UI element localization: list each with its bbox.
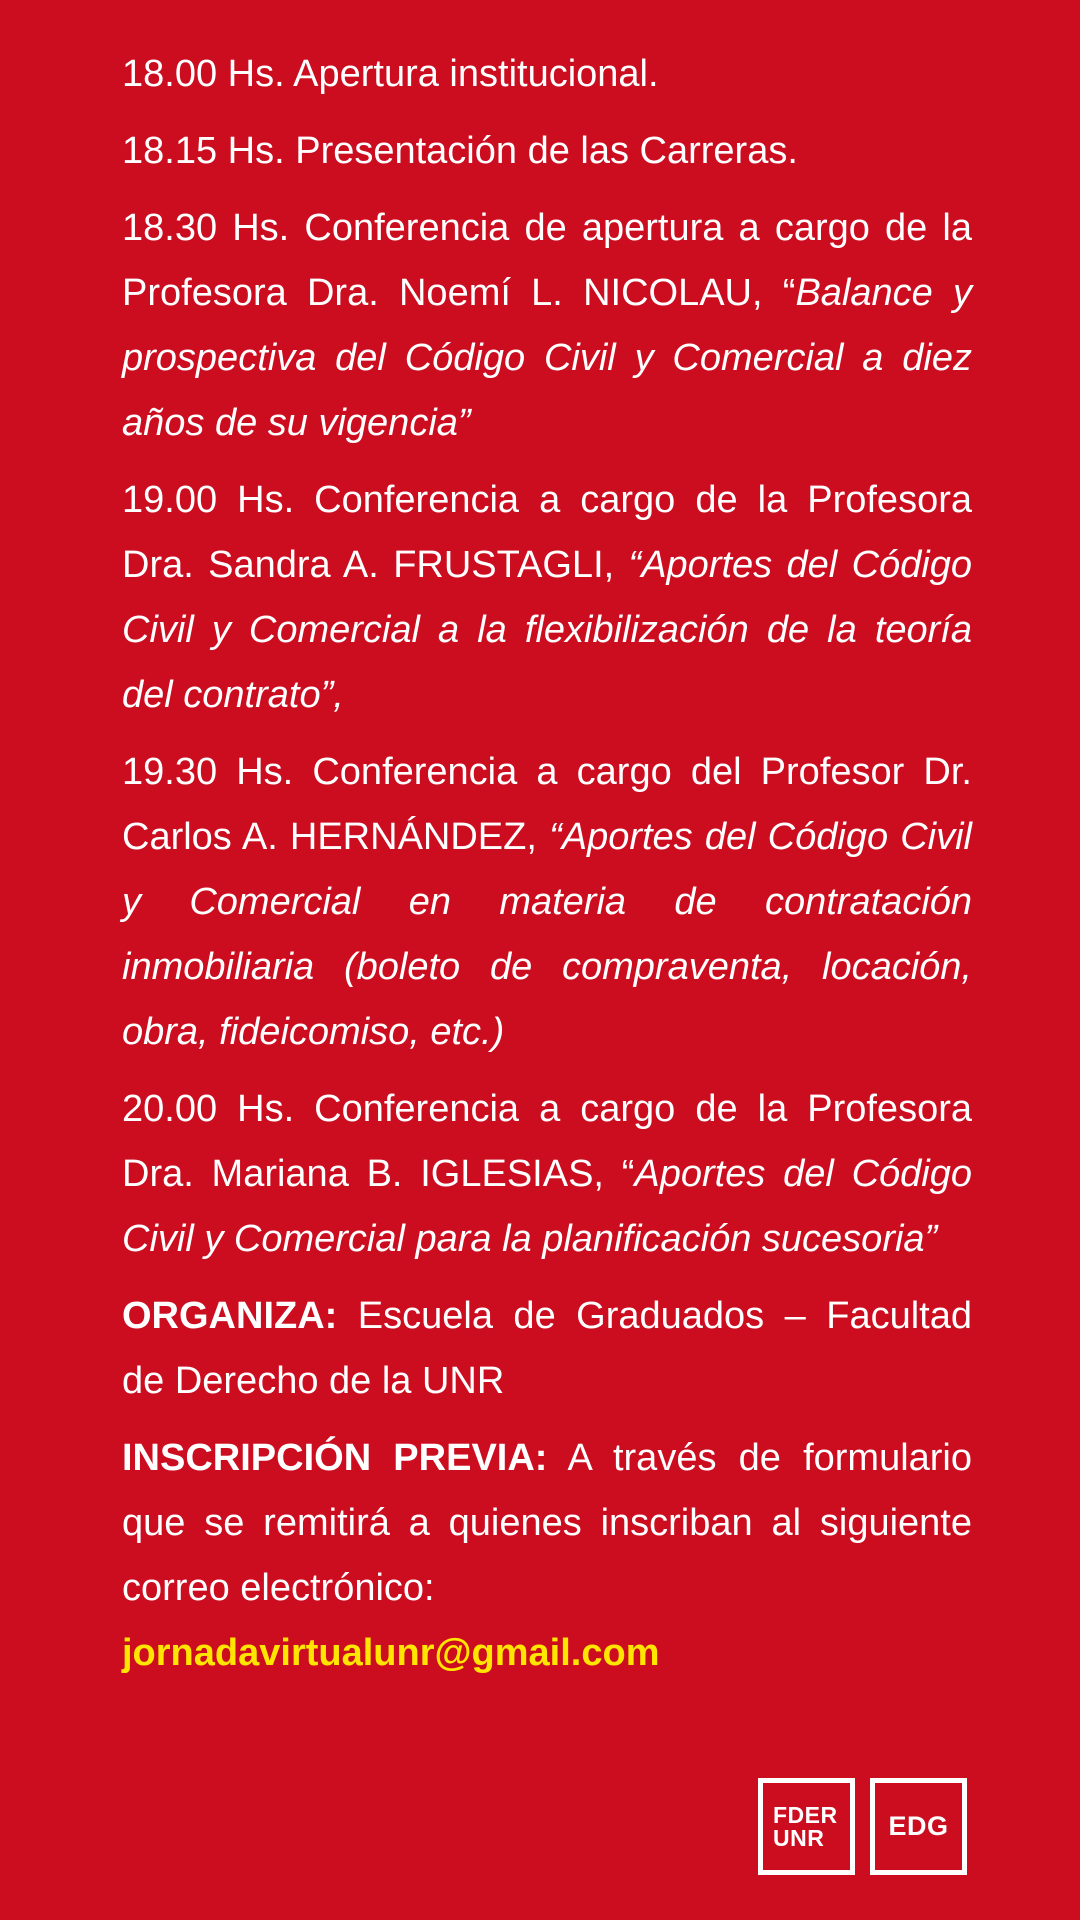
unr-logo-line: UNR	[773, 1824, 825, 1851]
program-item	[122, 196, 972, 456]
program-time: 18.30 Hs.	[122, 207, 290, 249]
program-text: Presentación de las Carreras.	[295, 130, 798, 172]
program-item	[122, 42, 972, 107]
program-time: 19.00 Hs.	[122, 479, 295, 521]
program-time: 20.00 Hs.	[122, 1088, 315, 1130]
fder-unr-logo	[758, 1778, 855, 1875]
program-time: 18.00 Hs.	[122, 53, 285, 95]
program-text: Conferencia a cargo de la Profesora Dra. Mariana B. IGLESIAS, “	[122, 1088, 972, 1195]
program-item	[122, 119, 972, 184]
program-time: 18.15 Hs.	[122, 130, 285, 172]
organiza-label: ORGANIZA:	[122, 1295, 338, 1337]
conference-title: “Aportes del Código Civil y Comercial a la flexibilización de la teoría del contrato”,	[122, 544, 972, 716]
event-program	[122, 42, 972, 1686]
conference-title: Balance y prospectiva del Código Civil y Comercial a diez años de su vigencia”	[122, 272, 972, 444]
inscripcion-section	[122, 1426, 972, 1686]
program-item	[122, 1077, 972, 1272]
email-link[interactable]: jornadavirtualunr@gmail.com	[122, 1632, 660, 1674]
fder-logo-line: FDER	[773, 1801, 838, 1828]
program-text: Conferencia a cargo del Profesor Dr. Carlos A. HERNÁNDEZ,	[122, 751, 972, 858]
program-text: Conferencia de apertura a cargo de la Profesora Dra. Noemí L. NICOLAU, “	[122, 207, 973, 314]
organiza-section	[122, 1284, 972, 1414]
program-item	[122, 468, 972, 728]
logos	[758, 1778, 967, 1875]
conference-title: Aportes del Código Civil y Comercial para la planificación sucesoria”	[122, 1153, 972, 1260]
conference-title: “Aportes del Código Civil y Comercial en materia de contratación inmobiliaria (boleto de compraventa, locación, obra, fideicomiso, etc.)	[122, 816, 972, 1053]
program-time: 19.30 Hs.	[122, 751, 313, 793]
program-text: Conferencia a cargo de la Profesora Dra. Sandra A. FRUSTAGLI,	[122, 479, 972, 586]
inscripcion-text: A través de formulario que se remitirá a quienes inscriban al siguiente correo electrónico:	[122, 1437, 973, 1609]
organiza-text: Escuela de Graduados – Facultad de Derecho de la UNR	[122, 1295, 972, 1402]
program-text: Apertura institucional.	[293, 53, 659, 95]
edg-logo	[870, 1778, 967, 1875]
inscripcion-label: INSCRIPCIÓN PREVIA:	[122, 1437, 548, 1479]
edg-logo-text: EDG	[888, 1811, 949, 1841]
program-item	[122, 740, 972, 1065]
